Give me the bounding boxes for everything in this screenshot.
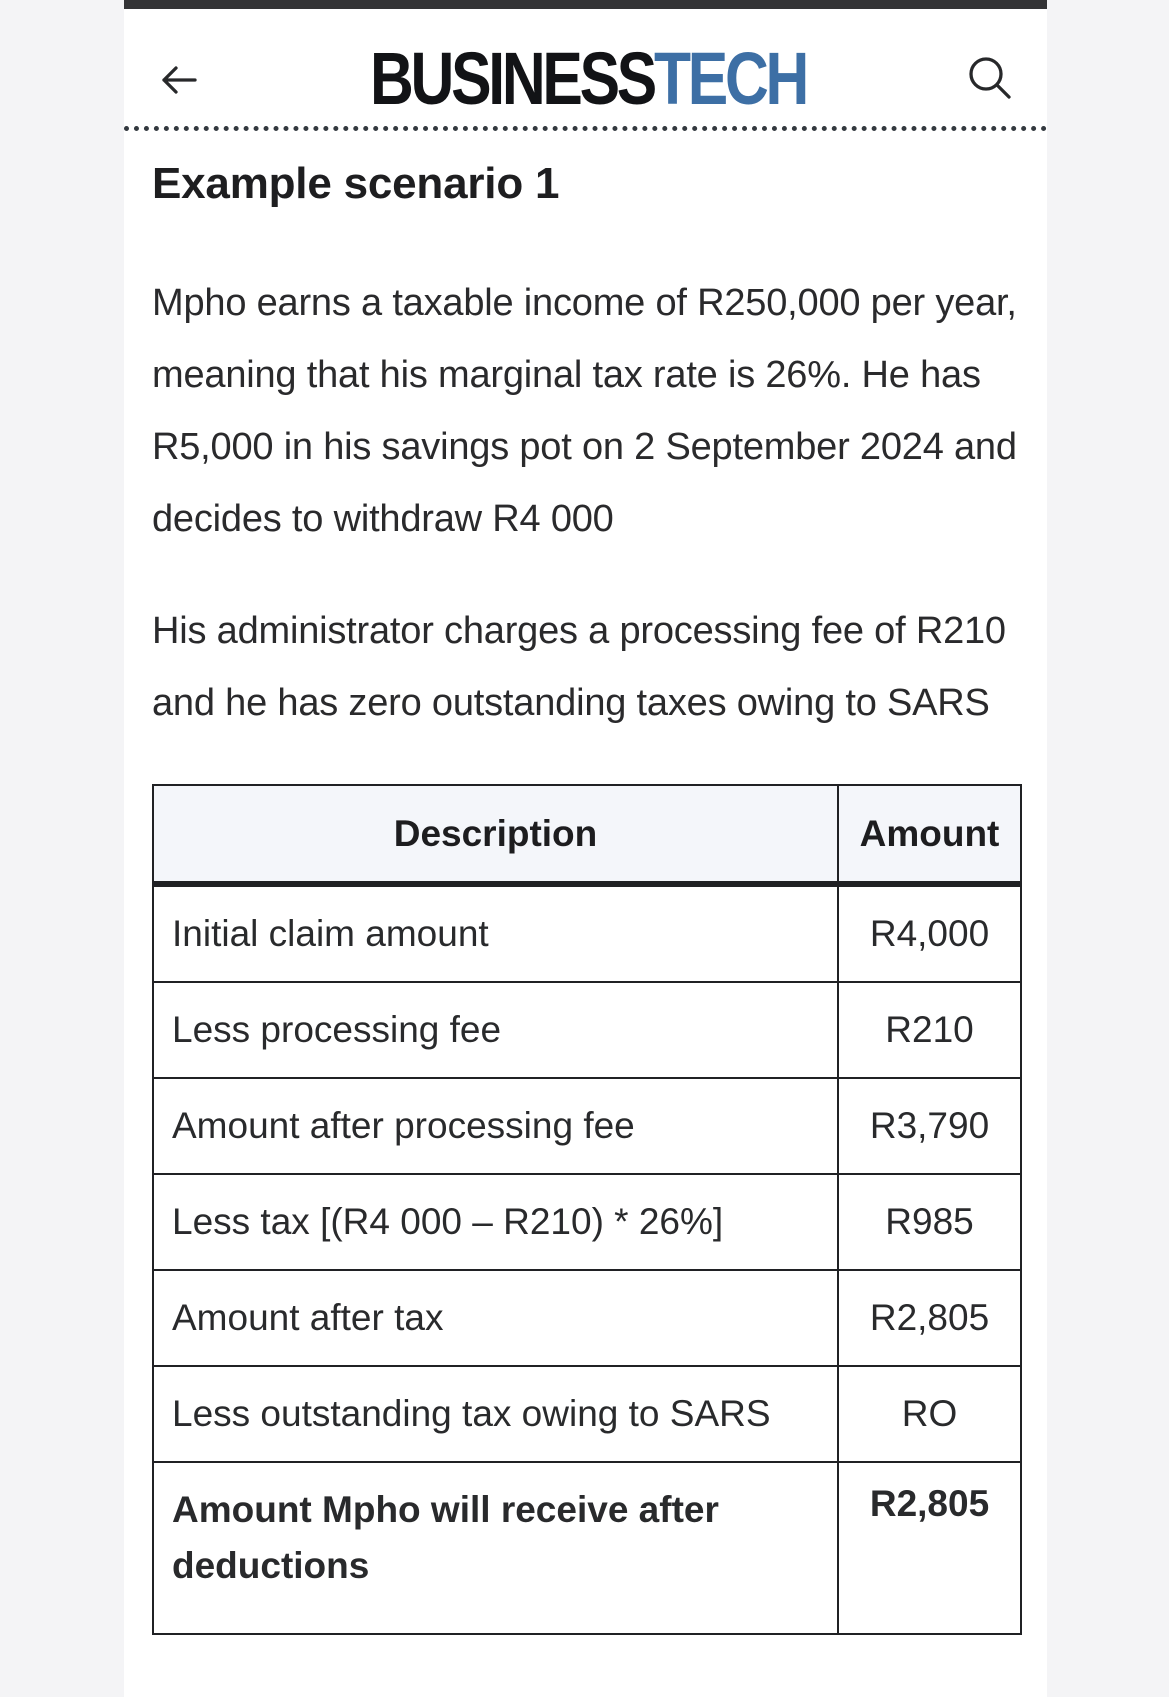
- article-content: [124, 131, 1047, 1635]
- row-description: Amount after processing fee: [153, 1078, 838, 1174]
- row-description: Amount after tax: [153, 1270, 838, 1366]
- search-icon: [964, 53, 1016, 105]
- table-header-row: [153, 785, 1021, 884]
- businesstech-logo[interactable]: [370, 33, 806, 125]
- row-amount: R4,000: [838, 884, 1021, 982]
- row-amount: RO: [838, 1366, 1021, 1462]
- final-total-row: [153, 1462, 1021, 1634]
- calculation-table: [152, 784, 1022, 1635]
- final-row-amount: R2,805: [838, 1462, 1021, 1634]
- row-description: Less processing fee: [153, 982, 838, 1078]
- left-gutter: [0, 0, 124, 1697]
- arrow-left-icon: [157, 58, 201, 102]
- table-row: [153, 1270, 1021, 1366]
- calculation-table-wrapper: [152, 784, 1019, 1635]
- search-button[interactable]: [963, 52, 1017, 106]
- logo-business: BUSINESS: [370, 37, 654, 120]
- table-row: [153, 1174, 1021, 1270]
- right-gutter: [1047, 0, 1169, 1697]
- row-amount: R3,790: [838, 1078, 1021, 1174]
- table-row: [153, 982, 1021, 1078]
- article-heading: Example scenario 1: [152, 159, 560, 208]
- amount-column-header: Amount: [838, 785, 1021, 884]
- description-column-header: Description: [153, 785, 838, 884]
- table-row: [153, 1366, 1021, 1462]
- top-bar: [124, 0, 1047, 9]
- article-page: [124, 0, 1047, 1697]
- row-amount: R210: [838, 982, 1021, 1078]
- site-header: [124, 9, 1047, 131]
- row-amount: R2,805: [838, 1270, 1021, 1366]
- scenario-paragraph-2: His administrator charges a processing fee of R210 and he has zero outstanding taxes owing to SARS: [152, 610, 1006, 724]
- row-description: Initial claim amount: [153, 884, 838, 982]
- row-amount: R985: [838, 1174, 1021, 1270]
- logo-tech: TECH: [653, 37, 807, 120]
- table-row: [153, 884, 1021, 982]
- row-description: Less tax [(R4 000 – R210) * 26%]: [153, 1174, 838, 1270]
- table-row: [153, 1078, 1021, 1174]
- scenario-paragraph-1: Mpho earns a taxable income of R250,000 per year, meaning that his marginal tax rate is 26%. He has R5,000 in his savings pot on 2 September 2024 and decides to withdraw R4 000: [152, 282, 1017, 540]
- row-description: Less outstanding tax owing to SARS: [153, 1366, 838, 1462]
- back-button[interactable]: [154, 55, 204, 105]
- final-row-description: Amount Mpho will receive after deductions: [153, 1462, 838, 1634]
